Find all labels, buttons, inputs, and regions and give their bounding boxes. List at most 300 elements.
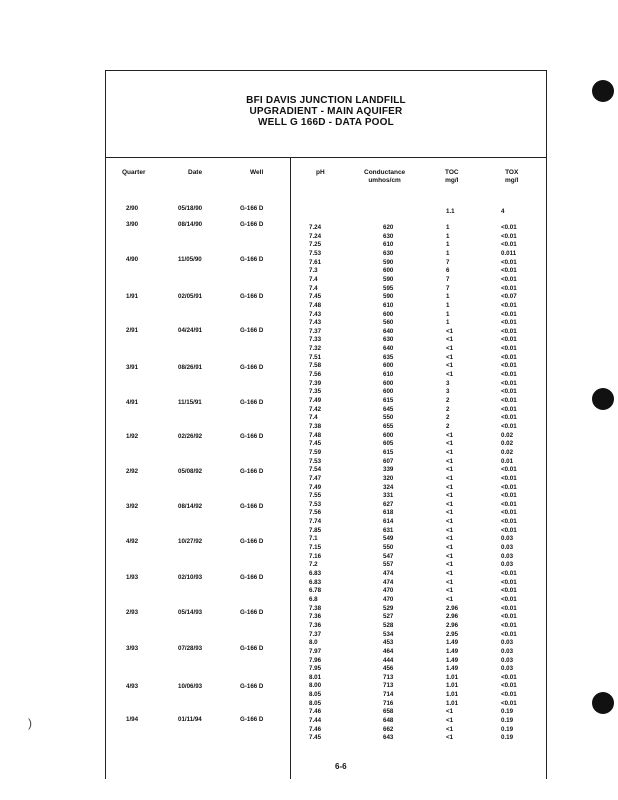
tox-value: 0.03 — [501, 647, 514, 655]
tox-value: 0.19 — [501, 708, 514, 716]
conductance-value: 474 — [383, 570, 394, 577]
event-quarter: 2/92 — [126, 468, 139, 475]
tox-value: 0.03 — [501, 544, 514, 552]
ph-value: 7.45 — [309, 293, 322, 301]
tox-value: <0.01 — [501, 284, 517, 292]
toc-value: 1.49 — [446, 665, 459, 673]
ph-value: 7.38 — [309, 604, 322, 612]
tox-value: 0.02 — [501, 448, 514, 456]
tox-value: <0.01 — [501, 466, 517, 474]
conductance-value: 630 — [383, 232, 394, 240]
conductance-value: 640 — [383, 327, 394, 335]
ph-value: 7.43 — [309, 319, 322, 327]
conductance-value: 470 — [383, 595, 394, 603]
tox-value: 0.19 — [501, 725, 514, 733]
conductance-value: 713 — [383, 673, 394, 681]
tox-value: <0.01 — [501, 518, 517, 526]
ph-value: 7.15 — [309, 544, 322, 552]
ph-value: 7.4 — [309, 275, 318, 283]
ph-value: 7.37 — [309, 630, 322, 638]
ph-value: 7.25 — [309, 241, 322, 249]
conductance-value: 615 — [383, 448, 394, 456]
title-line-2: UPGRADIENT - MAIN AQUIFER — [249, 106, 403, 117]
toc-value: <1 — [446, 552, 454, 560]
header-toc — [445, 169, 459, 185]
conductance-value: 600 — [383, 362, 394, 370]
conductance-value: 590 — [383, 275, 394, 283]
tox-value: <0.01 — [501, 595, 517, 603]
conductance-value: 662 — [383, 725, 394, 733]
tox-value: <0.01 — [501, 345, 517, 353]
conductance-value: 600 — [383, 310, 394, 318]
tox-value: 0.01 — [501, 457, 514, 465]
ph-value: 7.36 — [309, 621, 322, 629]
ph-value: 7.35 — [309, 388, 322, 396]
toc-value: 1 — [446, 310, 450, 318]
conductance-value: 655 — [383, 422, 394, 430]
ph-value: 7.74 — [309, 518, 322, 526]
toc-value: <1 — [446, 570, 454, 577]
toc-value: <1 — [446, 336, 454, 344]
conductance-value: 600 — [383, 267, 394, 275]
toc-value: <1 — [446, 561, 454, 569]
tox-value: <0.01 — [501, 397, 517, 404]
tox-value: 0.03 — [501, 665, 514, 673]
tox-value: <0.01 — [501, 691, 517, 699]
conductance-value: 528 — [383, 621, 394, 629]
conductance-value: 615 — [383, 397, 394, 404]
ph-value: 8.05 — [309, 699, 322, 707]
conductance-value: 605 — [383, 440, 394, 448]
event-quarter: 4/92 — [126, 538, 139, 545]
event-well: G-166 D — [240, 645, 264, 652]
conductance-value: 560 — [383, 319, 394, 327]
toc-value: <1 — [446, 717, 454, 725]
ph-value: 7.43 — [309, 310, 322, 318]
toc-value: <1 — [446, 526, 454, 534]
title-line-3: WELL G 166D - DATA POOL — [258, 117, 394, 128]
toc-value: 1.49 — [446, 639, 459, 647]
ph-value: 8.00 — [309, 682, 322, 690]
toc-value: 1 — [446, 301, 450, 309]
tox-value: <0.01 — [501, 570, 517, 577]
toc-value: 7 — [446, 275, 450, 283]
tox-value: <0.01 — [501, 362, 517, 370]
toc-value: <1 — [446, 725, 454, 733]
ph-value: 7.97 — [309, 647, 322, 655]
conductance-value: 627 — [383, 500, 394, 508]
toc-value: 3 — [446, 388, 450, 396]
event-well: G-166 D — [240, 716, 264, 723]
tox-value: <0.01 — [501, 422, 517, 430]
toc-value: <1 — [446, 500, 454, 508]
toc-value: <1 — [446, 578, 454, 586]
header-rule — [106, 157, 546, 158]
tox-value: <0.01 — [501, 301, 517, 309]
event-well: G-166 D — [240, 364, 264, 371]
ph-value: 7.45 — [309, 734, 322, 742]
ph-value: 7.51 — [309, 353, 322, 361]
event-date: 07/28/93 — [178, 645, 203, 652]
conductance-value: 456 — [383, 665, 394, 673]
toc-value: 2.96 — [446, 613, 459, 621]
tox-value: <0.01 — [501, 379, 517, 387]
tox-value: <0.01 — [501, 336, 517, 344]
event-well: G-166 D — [240, 468, 264, 475]
toc-value: <1 — [446, 544, 454, 552]
ph-value: 7.55 — [309, 492, 322, 500]
toc-value: 1.49 — [446, 656, 459, 664]
page-number: 6-6 — [335, 762, 347, 771]
ph-value: 7.49 — [309, 397, 322, 404]
conductance-value: 658 — [383, 708, 394, 716]
event-date: 05/18/90 — [178, 205, 203, 212]
ph-value: 7.16 — [309, 552, 322, 560]
event-quarter: 1/92 — [126, 433, 139, 440]
conductance-value: 320 — [383, 474, 394, 482]
toc-value: 2 — [446, 414, 450, 422]
conductance-value: 610 — [383, 301, 394, 309]
conductance-value: 527 — [383, 613, 394, 621]
ph-value: 7.37 — [309, 327, 322, 335]
ph-value: 7.42 — [309, 405, 322, 413]
event-well: G-166 D — [240, 327, 264, 334]
event-date: 08/26/91 — [178, 364, 203, 371]
conductance-value: 324 — [383, 483, 394, 491]
ph-value: 7.48 — [309, 301, 322, 309]
tox-value: 0.19 — [501, 734, 514, 742]
conductance-value: 547 — [383, 552, 394, 560]
tox-value: <0.01 — [501, 405, 517, 413]
tox-value: <0.01 — [501, 587, 517, 595]
tox-value: 0.03 — [501, 535, 514, 543]
conductance-value: 474 — [383, 578, 394, 586]
toc-value: 1.1 — [446, 208, 455, 215]
ph-value: 7.61 — [309, 258, 322, 266]
ph-value: 7.46 — [309, 708, 322, 716]
title-line-1: BFI DAVIS JUNCTION LANDFILL — [246, 95, 406, 106]
ph-value: 7.58 — [309, 362, 322, 370]
tox-value: <0.01 — [501, 224, 517, 231]
ph-value: 8.01 — [309, 673, 322, 681]
tox-value: 0.02 — [501, 440, 514, 448]
conductance-value: 549 — [383, 535, 394, 543]
ph-value: 7.53 — [309, 249, 322, 257]
event-date: 10/27/92 — [178, 538, 203, 545]
tox-value: <0.01 — [501, 258, 517, 266]
event-quarter: 2/93 — [126, 609, 139, 616]
event-well: G-166 D — [240, 503, 264, 510]
punch-hole-bottom — [592, 692, 614, 714]
event-quarter: 4/91 — [126, 399, 139, 406]
event-well: G-166 D — [240, 256, 264, 263]
event-quarter: 3/93 — [126, 645, 139, 652]
conductance-value: 550 — [383, 544, 394, 552]
event-quarter: 1/93 — [126, 574, 139, 581]
conductance-value: 600 — [383, 388, 394, 396]
tox-value: <0.01 — [501, 630, 517, 638]
toc-value: <1 — [446, 362, 454, 370]
event-quarter: 3/91 — [126, 364, 139, 371]
sheet-title — [106, 95, 546, 128]
ph-value: 8.0 — [309, 639, 318, 647]
tox-value: <0.01 — [501, 673, 517, 681]
ph-value: 7.53 — [309, 500, 322, 508]
event-quarter: 4/90 — [126, 256, 139, 263]
toc-value: <1 — [446, 345, 454, 353]
conductance-value: 716 — [383, 699, 394, 707]
event-quarter: 3/92 — [126, 503, 139, 510]
toc-value: <1 — [446, 734, 454, 742]
toc-value: <1 — [446, 353, 454, 361]
tox-value: <0.01 — [501, 327, 517, 335]
event-well: G-166 D — [240, 609, 264, 616]
toc-value: 2 — [446, 405, 450, 413]
conductance-value: 610 — [383, 371, 394, 379]
header-well: Well — [250, 169, 264, 176]
conductance-value: 444 — [383, 656, 394, 664]
data-sheet — [105, 70, 547, 779]
event-well: G-166 D — [240, 683, 264, 690]
toc-value: 1.01 — [446, 691, 459, 699]
ph-value: 7.24 — [309, 232, 322, 240]
toc-value: 2.95 — [446, 630, 459, 638]
toc-value: 1.01 — [446, 699, 459, 707]
conductance-value: 620 — [383, 224, 394, 231]
ph-value: 7.39 — [309, 379, 322, 387]
tox-value: 0.02 — [501, 431, 514, 439]
conductance-value: 590 — [383, 293, 394, 301]
header-tox-label: TOX — [505, 169, 519, 176]
event-date: 02/10/93 — [178, 574, 203, 581]
tox-value: 0.19 — [501, 717, 514, 725]
toc-value: <1 — [446, 595, 454, 603]
ph-value: 7.1 — [309, 535, 318, 543]
event-date: 05/14/93 — [178, 609, 203, 616]
conductance-value: 648 — [383, 717, 394, 725]
toc-value: 1 — [446, 319, 450, 327]
tox-value: <0.01 — [501, 621, 517, 629]
header-tox — [505, 169, 518, 185]
toc-value: <1 — [446, 587, 454, 595]
toc-value: <1 — [446, 509, 454, 517]
ph-value: 7.45 — [309, 440, 322, 448]
header-conductance — [364, 169, 405, 185]
toc-value: <1 — [446, 327, 454, 335]
conductance-value: 339 — [383, 466, 394, 474]
event-well: G-166 D — [240, 293, 264, 300]
conductance-value: 470 — [383, 587, 394, 595]
event-date: 04/24/91 — [178, 327, 203, 334]
toc-value: <1 — [446, 483, 454, 491]
tox-value: <0.01 — [501, 682, 517, 690]
toc-value: 2 — [446, 397, 450, 404]
conductance-value: 714 — [383, 691, 394, 699]
event-quarter: 4/93 — [126, 683, 139, 690]
toc-value: 3 — [446, 379, 450, 387]
conductance-value: 631 — [383, 526, 394, 534]
ph-value: 6.8 — [309, 595, 318, 603]
conductance-value: 331 — [383, 492, 394, 500]
toc-value: <1 — [446, 431, 454, 439]
tox-value: 0.03 — [501, 561, 514, 569]
ph-value: 7.59 — [309, 448, 322, 456]
conductance-value: 453 — [383, 639, 394, 647]
tox-value: 4 — [501, 208, 505, 215]
toc-value: 1 — [446, 224, 450, 231]
conductance-value: 618 — [383, 509, 394, 517]
event-quarter: 2/91 — [126, 327, 139, 334]
toc-value: 1.49 — [446, 647, 459, 655]
ph-value: 7.56 — [309, 371, 322, 379]
event-date: 05/08/92 — [178, 468, 203, 475]
ph-value: 7.44 — [309, 717, 322, 725]
ph-value: 7.47 — [309, 474, 322, 482]
ph-value: 7.32 — [309, 345, 322, 353]
header-ph: pH — [316, 169, 325, 176]
ph-value: 7.53 — [309, 457, 322, 465]
ph-value: 7.4 — [309, 414, 318, 422]
conductance-value: 635 — [383, 353, 394, 361]
conductance-value: 600 — [383, 431, 394, 439]
header-date: Date — [188, 169, 203, 176]
conductance-value: 534 — [383, 630, 394, 638]
header-conductance-label: Conductance — [364, 169, 406, 176]
toc-value: 1 — [446, 241, 450, 249]
event-date: 08/14/90 — [178, 221, 203, 228]
event-quarter: 1/94 — [126, 716, 139, 723]
tox-value: <0.01 — [501, 474, 517, 482]
ph-value: 7.3 — [309, 267, 318, 275]
ph-value: 7.95 — [309, 665, 322, 673]
header-tox-unit: mg/l — [505, 177, 519, 184]
ph-value: 7.48 — [309, 431, 322, 439]
toc-value: <1 — [446, 440, 454, 448]
tox-value: <0.01 — [501, 578, 517, 586]
header-toc-unit: mg/l — [445, 177, 459, 184]
ph-value: 8.05 — [309, 691, 322, 699]
ph-value: 7.46 — [309, 725, 322, 733]
conductance-value: 645 — [383, 405, 394, 413]
ph-value: 7.85 — [309, 526, 322, 534]
ph-value: 7.54 — [309, 466, 322, 474]
toc-value: 2 — [446, 422, 450, 430]
ph-value: 7.38 — [309, 422, 322, 430]
toc-value: 7 — [446, 258, 450, 266]
event-well: G-166 D — [240, 221, 264, 228]
conductance-value: 464 — [383, 647, 394, 655]
event-date: 08/14/92 — [178, 503, 203, 510]
toc-value: 6 — [446, 267, 450, 275]
stray-mark: ) — [28, 716, 32, 730]
conductance-value: 550 — [383, 414, 394, 422]
event-date: 02/26/92 — [178, 433, 203, 440]
toc-value: <1 — [446, 448, 454, 456]
punch-hole-top — [592, 80, 614, 102]
tox-value: <0.07 — [501, 293, 517, 301]
tox-value: <0.01 — [501, 613, 517, 621]
toc-value: <1 — [446, 535, 454, 543]
conductance-value: 630 — [383, 336, 394, 344]
tox-value: <0.01 — [501, 275, 517, 283]
tox-value: 0.011 — [501, 249, 517, 257]
header-toc-label: TOC — [445, 169, 459, 176]
conductance-value: 643 — [383, 734, 394, 742]
ph-value: 7.4 — [309, 284, 318, 292]
conductance-value: 557 — [383, 561, 394, 569]
tox-value: <0.01 — [501, 699, 517, 707]
event-well: G-166 D — [240, 538, 264, 545]
ph-value: 6.78 — [309, 587, 322, 595]
event-well: G-166 D — [240, 433, 264, 440]
tox-value: <0.01 — [501, 509, 517, 517]
tox-value: <0.01 — [501, 500, 517, 508]
ph-value: 6.83 — [309, 570, 322, 577]
event-well: G-166 D — [240, 205, 264, 212]
tox-value: <0.01 — [501, 604, 517, 612]
toc-value: <1 — [446, 492, 454, 500]
toc-value: 2.96 — [446, 604, 459, 612]
ph-value: 7.2 — [309, 561, 318, 569]
toc-value: 7 — [446, 284, 450, 292]
event-well: G-166 D — [240, 399, 264, 406]
conductance-value: 640 — [383, 345, 394, 353]
tox-value: <0.01 — [501, 414, 517, 422]
event-date: 01/11/94 — [178, 716, 202, 723]
event-quarter: 1/91 — [126, 293, 139, 300]
ph-value: 7.49 — [309, 483, 322, 491]
tox-value: <0.01 — [501, 388, 517, 396]
ph-value: 7.33 — [309, 336, 322, 344]
tox-value: <0.01 — [501, 526, 517, 534]
tox-value: <0.01 — [501, 310, 517, 318]
header-conductance-unit: umhos/cm — [368, 177, 401, 184]
toc-value: 1 — [446, 293, 450, 301]
tox-value: <0.01 — [501, 241, 517, 249]
ph-value: 7.56 — [309, 509, 322, 517]
toc-value: 1.01 — [446, 673, 459, 681]
event-date: 02/05/91 — [178, 293, 203, 300]
event-date: 10/06/93 — [178, 683, 203, 690]
event-quarter: 3/90 — [126, 221, 139, 228]
toc-value: 1 — [446, 232, 450, 240]
toc-value: <1 — [446, 457, 454, 465]
toc-value: 2.96 — [446, 621, 459, 629]
toc-value: <1 — [446, 474, 454, 482]
tox-value: <0.01 — [501, 353, 517, 361]
toc-value: <1 — [446, 466, 454, 474]
conductance-value: 610 — [383, 241, 394, 249]
ph-value: 6.83 — [309, 578, 322, 586]
tox-value: <0.01 — [501, 319, 517, 327]
toc-value: 1.01 — [446, 682, 459, 690]
toc-value: <1 — [446, 371, 454, 379]
header-quarter: Quarter — [122, 169, 146, 176]
event-date: 11/05/90 — [178, 256, 202, 263]
toc-value: 1 — [446, 249, 450, 257]
conductance-value: 607 — [383, 457, 394, 465]
conductance-value: 600 — [383, 379, 394, 387]
event-date: 11/15/91 — [178, 399, 202, 406]
ph-value: 7.36 — [309, 613, 322, 621]
tox-value: 0.03 — [501, 639, 514, 647]
toc-value: <1 — [446, 518, 454, 526]
conductance-value: 630 — [383, 249, 394, 257]
column-divider — [290, 157, 291, 779]
conductance-value: 529 — [383, 604, 394, 612]
tox-value: <0.01 — [501, 267, 517, 275]
punch-hole-middle — [592, 388, 614, 410]
